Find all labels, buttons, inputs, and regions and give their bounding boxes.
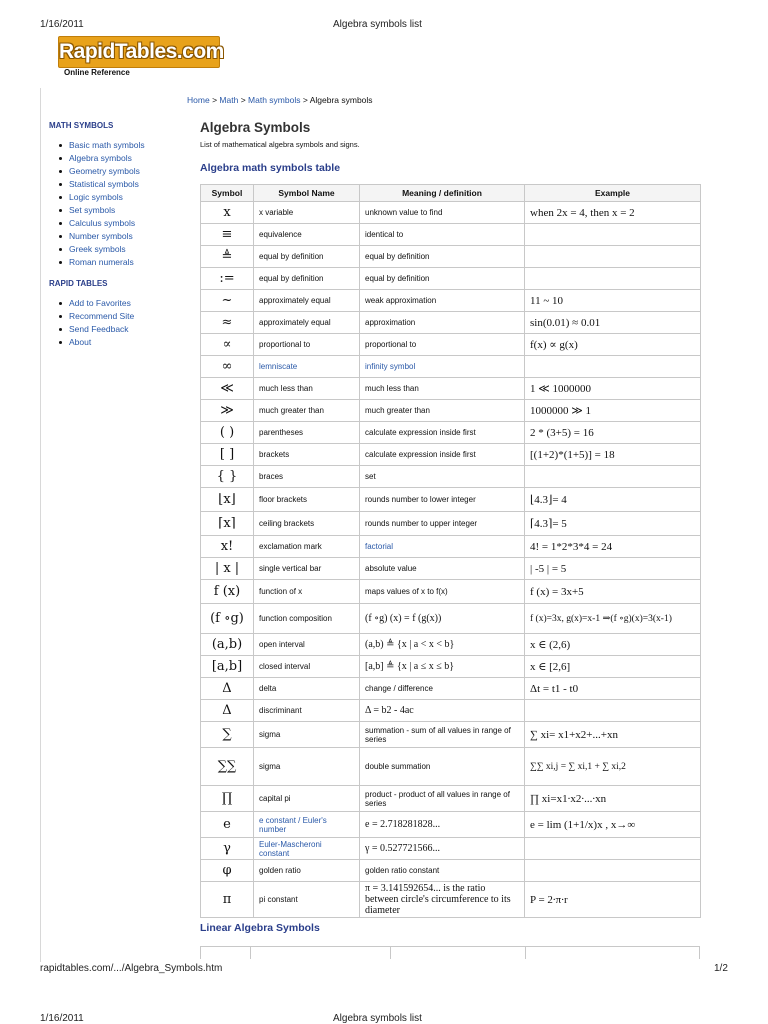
name-cell: parentheses <box>254 422 360 444</box>
table-row <box>201 722 701 748</box>
name-cell: sigma <box>254 748 360 786</box>
table-row <box>201 882 701 918</box>
symbol-cell: ~ <box>201 290 254 312</box>
site-logo[interactable]: RapidTables.com <box>58 36 220 68</box>
example-cell: 11 ~ 10 <box>525 290 701 312</box>
name-cell <box>254 356 360 378</box>
example-cell <box>525 356 701 378</box>
meaning-cell: set <box>360 466 525 488</box>
table-row <box>201 488 701 512</box>
example-cell: x ∈ (2,6) <box>525 634 701 656</box>
breadcrumb-sep: > <box>302 95 308 105</box>
example-cell: ∑ xi= x1+x2+...+xn <box>525 722 701 748</box>
sidebar-item[interactable]: Number symbols <box>57 230 145 243</box>
table-row <box>201 678 701 700</box>
table-row <box>201 558 701 580</box>
name-cell: open interval <box>254 634 360 656</box>
meaning-cell: absolute value <box>360 558 525 580</box>
linear-algebra-table-stub <box>200 946 700 959</box>
name-cell: discriminant <box>254 700 360 722</box>
sidebar-divider <box>40 88 41 962</box>
sidebar-item[interactable]: Algebra symbols <box>57 152 145 165</box>
example-cell: Δt = t1 - t0 <box>525 678 701 700</box>
meaning-cell: approximation <box>360 312 525 334</box>
sidebar-item[interactable]: Statistical symbols <box>57 178 145 191</box>
example-cell: x ∈ [2,6] <box>525 656 701 678</box>
name-cell: delta <box>254 678 360 700</box>
meaning-cell: double summation <box>360 748 525 786</box>
example-cell <box>525 466 701 488</box>
sidebar-item[interactable]: Greek symbols <box>57 243 145 256</box>
name-cell: single vertical bar <box>254 558 360 580</box>
symbol-cell: x <box>201 202 254 224</box>
symbol-cell: ≈ <box>201 312 254 334</box>
breadcrumb <box>187 95 373 105</box>
print-page-number: 1/2 <box>714 963 728 974</box>
table-divider <box>390 947 391 959</box>
meaning-cell: γ = 0.527721566... <box>360 838 525 860</box>
meaning-cell: much less than <box>360 378 525 400</box>
name-cell: golden ratio <box>254 860 360 882</box>
site-tagline: Online Reference <box>64 68 130 77</box>
example-cell: 2 * (3+5) = 16 <box>525 422 701 444</box>
table-row <box>201 700 701 722</box>
name-cell: equal by definition <box>254 246 360 268</box>
name-cell: x variable <box>254 202 360 224</box>
symbol-cell: ≪ <box>201 378 254 400</box>
example-cell <box>525 838 701 860</box>
example-cell: f (x) = 3x+5 <box>525 580 701 604</box>
table-row <box>201 268 701 290</box>
name-cell: capital pi <box>254 786 360 812</box>
example-cell <box>525 224 701 246</box>
meaning-cell: e = 2.718281828... <box>360 812 525 838</box>
sidebar-item[interactable]: Send Feedback <box>57 323 134 336</box>
term-link[interactable]: Euler-Mascheroni constant <box>259 839 322 858</box>
sidebar-item[interactable]: Calculus symbols <box>57 217 145 230</box>
sidebar-math-list <box>57 139 145 269</box>
table-row <box>201 748 701 786</box>
example-cell: ∏ xi=x1∙x2∙...∙xn <box>525 786 701 812</box>
sidebar-item[interactable]: Set symbols <box>57 204 145 217</box>
linear-algebra-heading: Linear Algebra Symbols <box>200 922 320 934</box>
meaning-cell: summation - sum of all values in range of series <box>360 722 525 748</box>
table-row <box>201 202 701 224</box>
meaning-cell: Δ = b2 - 4ac <box>360 700 525 722</box>
column-header-name: Symbol Name <box>254 185 360 202</box>
meaning-cell: unknown value to find <box>360 202 525 224</box>
symbol-cell: φ <box>201 860 254 882</box>
example-cell: e = lim (1+1/x)x , x→∞ <box>525 812 701 838</box>
meaning-cell: product - product of all values in range of series <box>360 786 525 812</box>
print-url: rapidtables.com/.../Algebra_Symbols.htm <box>40 963 223 974</box>
table-row <box>201 512 701 536</box>
table-divider <box>699 947 700 959</box>
name-cell: closed interval <box>254 656 360 678</box>
symbol-cell: ≜ <box>201 246 254 268</box>
name-cell: sigma <box>254 722 360 748</box>
symbol-cell: γ <box>201 838 254 860</box>
table-row <box>201 246 701 268</box>
symbol-cell: e <box>201 812 254 838</box>
meaning-cell: π = 3.141592654... is the ratio between circle's circumference to its diameter <box>360 882 525 918</box>
sidebar-item[interactable]: Roman numerals <box>57 256 145 269</box>
meaning-cell: proportional to <box>360 334 525 356</box>
table-row <box>201 356 701 378</box>
example-cell: 1000000 ≫ 1 <box>525 400 701 422</box>
table-row <box>201 812 701 838</box>
symbol-cell: π <box>201 882 254 918</box>
symbol-cell: := <box>201 268 254 290</box>
breadcrumb-sep: > <box>240 95 246 105</box>
name-cell: function composition <box>254 604 360 634</box>
page-title: Algebra Symbols <box>200 120 311 135</box>
meaning-cell: (f ∘g) (x) = f (g(x)) <box>360 604 525 634</box>
table-row <box>201 634 701 656</box>
symbol-cell: { } <box>201 466 254 488</box>
table-row <box>201 860 701 882</box>
table-heading: Algebra math symbols table <box>200 162 341 174</box>
print-date: 1/16/2011 <box>40 19 84 30</box>
table-header-row <box>201 185 701 202</box>
sidebar-item[interactable]: Basic math symbols <box>57 139 145 152</box>
meaning-cell: rounds number to lower integer <box>360 488 525 512</box>
meaning-cell: identical to <box>360 224 525 246</box>
table-row <box>201 838 701 860</box>
table-row <box>201 224 701 246</box>
breadcrumb-sep: > <box>212 95 218 105</box>
name-cell: pi constant <box>254 882 360 918</box>
example-cell: | -5 | = 5 <box>525 558 701 580</box>
table-row <box>201 422 701 444</box>
name-cell: much less than <box>254 378 360 400</box>
name-cell: approximately equal <box>254 312 360 334</box>
breadcrumb-math[interactable]: Math <box>219 95 239 105</box>
meaning-cell <box>360 536 525 558</box>
name-cell: brackets <box>254 444 360 466</box>
symbol-cell: f (x) <box>201 580 254 604</box>
name-cell: much greater than <box>254 400 360 422</box>
term-link[interactable]: lemniscate <box>259 362 298 371</box>
meaning-cell: (a,b) ≜ {x | a < x < b} <box>360 634 525 656</box>
sidebar-item[interactable]: Recommend Site <box>57 310 134 323</box>
meaning-cell: rounds number to upper integer <box>360 512 525 536</box>
meaning-cell: [a,b] ≜ {x | a ≤ x ≤ b} <box>360 656 525 678</box>
symbol-cell: ≡ <box>201 224 254 246</box>
example-cell: [(1+2)*(1+5)] = 18 <box>525 444 701 466</box>
column-header-symbol: Symbol <box>201 185 254 202</box>
symbol-cell: | x | <box>201 558 254 580</box>
meaning-cell: weak approximation <box>360 290 525 312</box>
term-link[interactable]: e constant / Euler's number <box>259 815 327 834</box>
example-cell: f (x)=3x, g(x)=x-1 ⇒(f ∘g)(x)=3(x-1) <box>525 604 701 634</box>
example-cell: P = 2∙π∙r <box>525 882 701 918</box>
name-cell <box>254 838 360 860</box>
table-row <box>201 786 701 812</box>
meaning-cell: equal by definition <box>360 268 525 290</box>
example-cell <box>525 700 701 722</box>
sidebar-heading-rapid: RAPID TABLES <box>49 279 108 288</box>
table-row <box>201 334 701 356</box>
table-row <box>201 312 701 334</box>
table-row <box>201 580 701 604</box>
meaning-cell: equal by definition <box>360 246 525 268</box>
example-cell: ⌈4.3⌉= 5 <box>525 512 701 536</box>
example-cell: f(x) ∝ g(x) <box>525 334 701 356</box>
term-link[interactable]: infinity symbol <box>365 362 416 371</box>
meaning-cell: change / difference <box>360 678 525 700</box>
symbol-cell: ∏ <box>201 786 254 812</box>
symbol-cell: Δ <box>201 678 254 700</box>
meaning-cell: golden ratio constant <box>360 860 525 882</box>
meaning-cell <box>360 356 525 378</box>
table-row <box>201 444 701 466</box>
table-row <box>201 466 701 488</box>
print-date-2: 1/16/2011 <box>40 1013 84 1024</box>
example-cell: ⌊4.3⌋= 4 <box>525 488 701 512</box>
symbol-cell: [a,b] <box>201 656 254 678</box>
print-title: Algebra symbols list <box>333 19 422 30</box>
table-row <box>201 378 701 400</box>
example-cell: when 2x = 4, then x = 2 <box>525 202 701 224</box>
name-cell <box>254 812 360 838</box>
table-row <box>201 536 701 558</box>
table-row <box>201 604 701 634</box>
meaning-cell: calculate expression inside first <box>360 444 525 466</box>
sidebar-item[interactable]: Geometry symbols <box>57 165 145 178</box>
symbol-cell: ∝ <box>201 334 254 356</box>
sidebar-item[interactable]: Logic symbols <box>57 191 145 204</box>
table-divider <box>200 947 201 959</box>
symbol-cell: ∞ <box>201 356 254 378</box>
name-cell: braces <box>254 466 360 488</box>
sidebar-item[interactable]: Add to Favorites <box>57 297 134 310</box>
table-row <box>201 290 701 312</box>
symbol-cell: Δ <box>201 700 254 722</box>
page-subtitle: List of mathematical algebra symbols and signs. <box>200 140 360 149</box>
name-cell: equal by definition <box>254 268 360 290</box>
example-cell: 4! = 1*2*3*4 = 24 <box>525 536 701 558</box>
symbol-cell: ⌈x⌉ <box>201 512 254 536</box>
breadcrumb-current: Algebra symbols <box>309 95 373 105</box>
name-cell: exclamation mark <box>254 536 360 558</box>
meaning-cell: much greater than <box>360 400 525 422</box>
meaning-cell: maps values of x to f(x) <box>360 580 525 604</box>
example-cell <box>525 268 701 290</box>
symbol-cell: ∑∑ <box>201 748 254 786</box>
breadcrumb-math-symbols[interactable]: Math symbols <box>248 95 301 105</box>
table-row <box>201 400 701 422</box>
name-cell: equivalence <box>254 224 360 246</box>
column-header-example: Example <box>525 185 701 202</box>
example-cell: ∑∑ xi,j = ∑ xi,1 + ∑ xi,2 <box>525 748 701 786</box>
table-divider <box>525 947 526 959</box>
name-cell: ceiling brackets <box>254 512 360 536</box>
sidebar-item[interactable]: About <box>57 336 134 349</box>
sidebar-rapid-list <box>57 297 134 349</box>
breadcrumb-home[interactable]: Home <box>187 95 210 105</box>
example-cell: sin(0.01) ≈ 0.01 <box>525 312 701 334</box>
algebra-symbols-table <box>200 184 701 918</box>
symbol-cell: ≫ <box>201 400 254 422</box>
name-cell: approximately equal <box>254 290 360 312</box>
meaning-cell: calculate expression inside first <box>360 422 525 444</box>
table-row <box>201 656 701 678</box>
symbol-cell: [ ] <box>201 444 254 466</box>
example-cell <box>525 246 701 268</box>
name-cell: function of x <box>254 580 360 604</box>
symbol-cell: (a,b) <box>201 634 254 656</box>
example-cell <box>525 860 701 882</box>
term-link[interactable]: factorial <box>365 542 394 551</box>
name-cell: floor brackets <box>254 488 360 512</box>
column-header-meaning: Meaning / definition <box>360 185 525 202</box>
table-divider <box>250 947 251 959</box>
symbol-cell: ∑ <box>201 722 254 748</box>
sidebar-heading-math: MATH SYMBOLS <box>49 121 114 130</box>
print-title-2: Algebra symbols list <box>333 1013 422 1024</box>
symbol-cell: (f ∘g) <box>201 604 254 634</box>
example-cell: 1 ≪ 1000000 <box>525 378 701 400</box>
symbol-cell: ( ) <box>201 422 254 444</box>
name-cell: proportional to <box>254 334 360 356</box>
symbol-cell: x! <box>201 536 254 558</box>
symbol-cell: ⌊x⌋ <box>201 488 254 512</box>
